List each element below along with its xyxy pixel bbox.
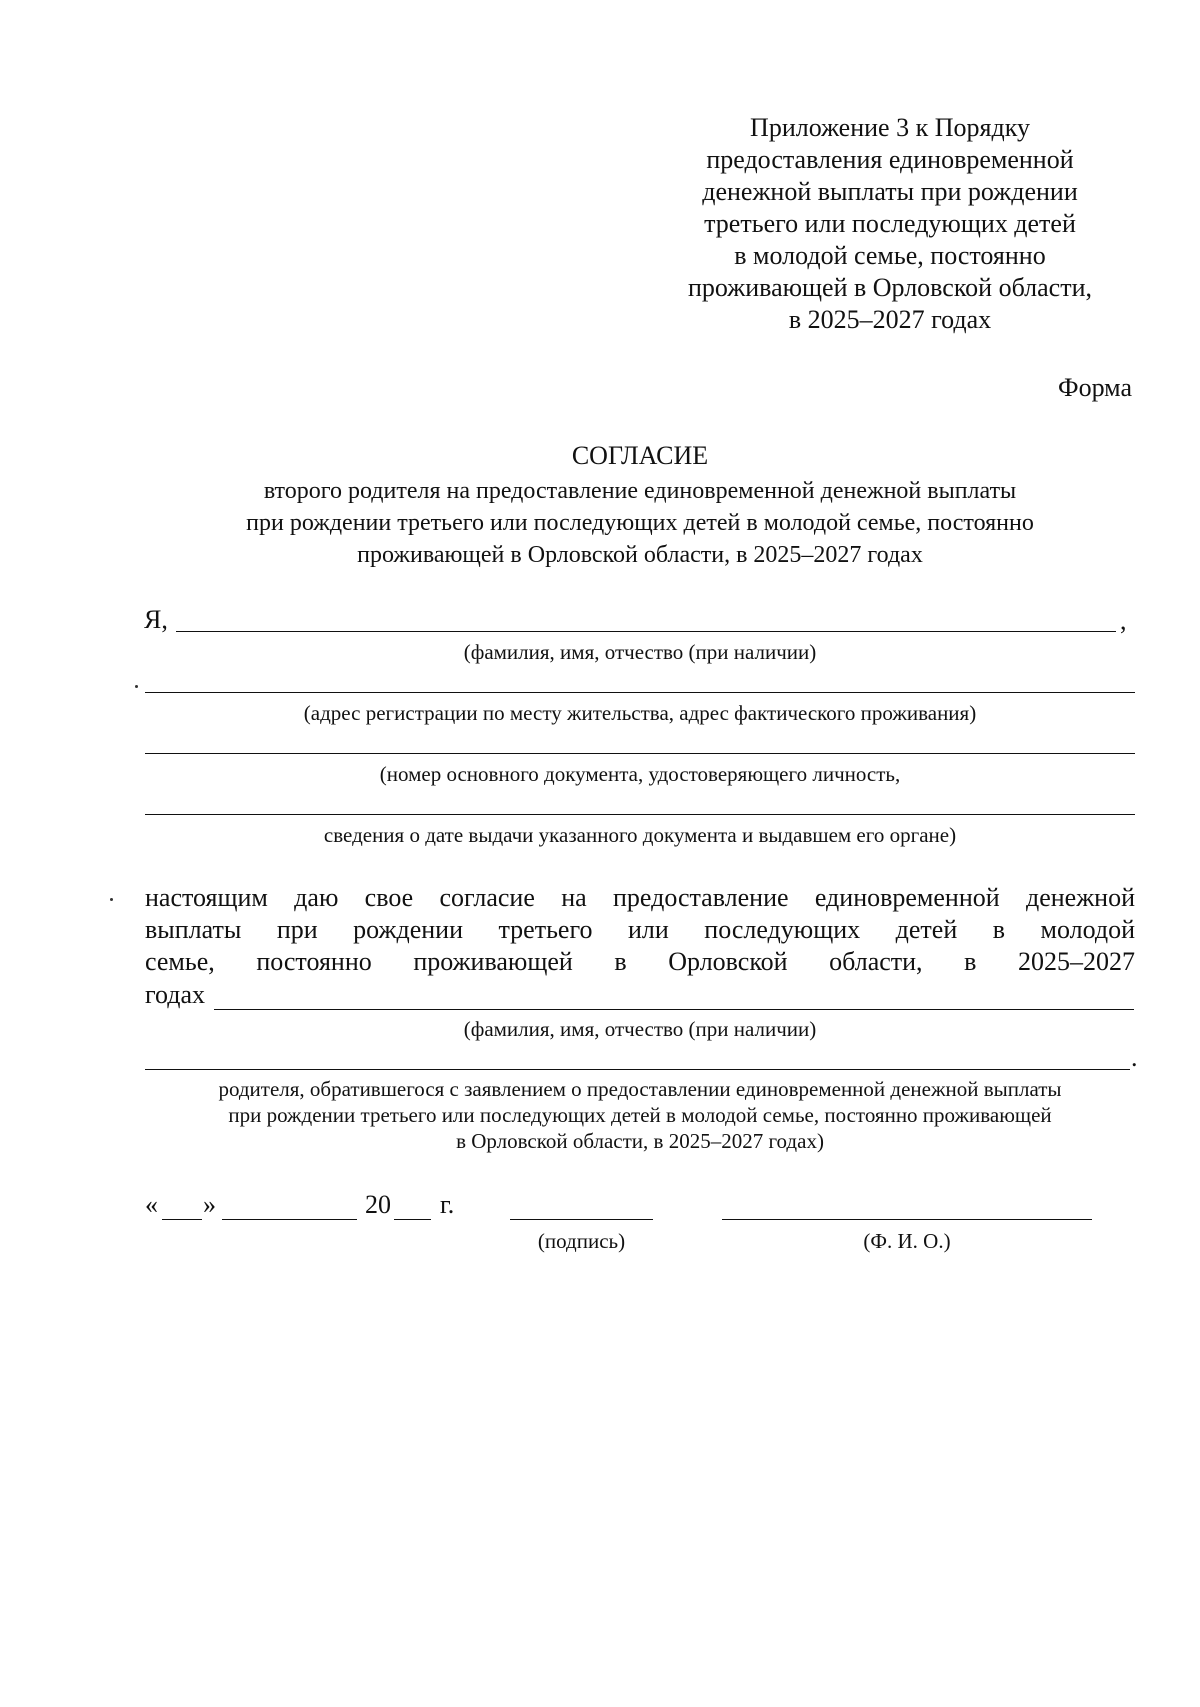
document-title: СОГЛАСИЕ <box>571 441 709 470</box>
date-year-suffix: г. <box>440 1190 455 1219</box>
form-label: Форма <box>1058 373 1132 402</box>
fio-field[interactable] <box>176 631 1116 632</box>
appendix-header <box>655 112 1125 336</box>
document-issue-caption: сведения о дате выдачи указанного документа и выдавшем его органе) <box>323 823 957 847</box>
document-caption: (номер основного документа, удостоверяющего личность, <box>379 762 901 786</box>
appendix-line: проживающей в Орловской области, <box>687 273 1092 302</box>
appendix-line: третьего или последующих детей <box>704 209 1076 238</box>
document-subtitle <box>100 475 1180 571</box>
parent-note-line: при рождении третьего или последующих детей в молодой семье, постоянно проживающей <box>228 1103 1052 1127</box>
date-open-quote: « <box>145 1190 158 1219</box>
applicant-fio-field-continued[interactable] <box>145 1069 1130 1070</box>
appendix-line: в молодой семье, постоянно <box>734 241 1046 270</box>
applicant-fio-caption: (фамилия, имя, отчество (при наличии) <box>463 1017 817 1041</box>
consent-line: выплаты при рождении третьего или последующих детей в молодой <box>145 915 1135 944</box>
date-close-quote: » <box>203 1190 216 1219</box>
appendix-line: предоставления единовременной <box>706 145 1074 174</box>
scan-speck <box>110 898 113 901</box>
parent-note-line: в Орловской области, в 2025–2027 годах) <box>456 1129 824 1153</box>
signature-caption: (подпись) <box>537 1229 626 1253</box>
document-number-field[interactable] <box>145 753 1135 754</box>
applicant-fio-field[interactable] <box>214 1009 1134 1010</box>
appendix-line: Приложение 3 к Порядку <box>750 113 1030 142</box>
address-caption: (адрес регистрации по месту жительства, адрес фактического проживания) <box>303 701 977 725</box>
applicant-period: . <box>1131 1043 1138 1072</box>
fio-comma: , <box>1120 606 1127 635</box>
i-prefix: Я, <box>144 605 168 634</box>
consent-paragraph <box>145 882 1135 978</box>
subtitle-line: при рождении третьего или последующих детей в молодой семье, постоянно <box>246 510 1034 536</box>
signer-name-caption: (Ф. И. О.) <box>863 1229 951 1253</box>
date-year-prefix: 20 <box>365 1190 391 1219</box>
appendix-line: в 2025–2027 годах <box>788 305 992 334</box>
parent-note <box>100 1076 1180 1154</box>
date-month-field[interactable] <box>222 1219 357 1220</box>
fio-caption: (фамилия, имя, отчество (при наличии) <box>463 640 817 664</box>
subtitle-line: второго родителя на предоставление единовременной денежной выплаты <box>263 478 1017 504</box>
signature-field[interactable] <box>510 1219 653 1220</box>
document-issue-field[interactable] <box>145 814 1135 815</box>
signer-name-field[interactable] <box>722 1219 1092 1220</box>
consent-last-word: годах <box>145 980 206 1009</box>
date-day-field[interactable] <box>162 1219 202 1220</box>
consent-line: семье, постоянно проживающей в Орловской области, в 2025–2027 <box>145 947 1135 976</box>
subtitle-line: проживающей в Орловской области, в 2025–2027 годах <box>357 542 923 568</box>
appendix-line: денежной выплаты при рождении <box>702 177 1078 206</box>
consent-line: настоящим даю свое согласие на предоставление единовременной денежной <box>145 883 1135 912</box>
date-year-field[interactable] <box>394 1219 431 1220</box>
parent-note-line: родителя, обратившегося с заявлением о предоставлении единовременной денежной выплаты <box>218 1077 1062 1101</box>
address-field[interactable] <box>145 692 1135 693</box>
scan-speck <box>135 685 138 688</box>
